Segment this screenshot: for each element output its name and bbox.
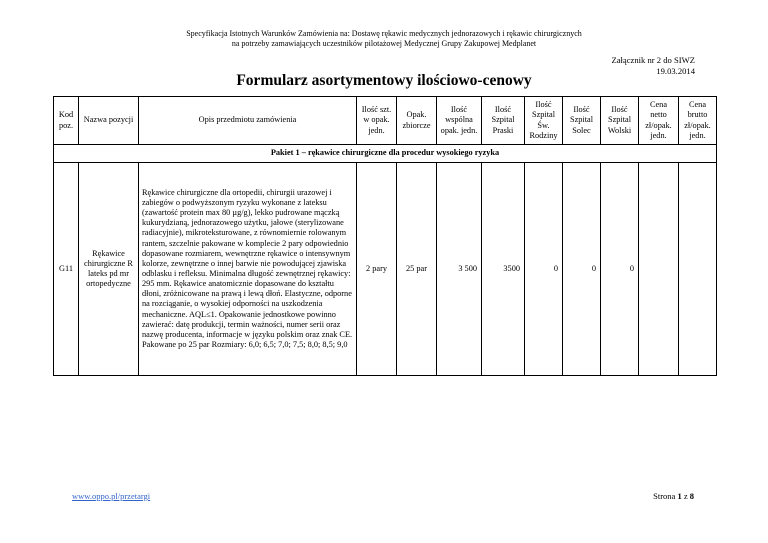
cell-rodziny: 0 (525, 163, 563, 376)
cell-brutto[interactable] (679, 163, 717, 376)
page-prefix: Strona (653, 491, 678, 501)
col-opak: Opak. zbiorcze (397, 97, 437, 145)
col-kod: Kod poz. (54, 97, 79, 145)
col-rodziny: Ilość Szpital Św. Rodziny (525, 97, 563, 145)
cell-praski: 3500 (482, 163, 525, 376)
page-title: Formularz asortymentowy ilościowo-cenowy (236, 72, 532, 89)
cell-wspolna: 3 500 (437, 163, 482, 376)
col-wolski: Ilość Szpital Wolski (601, 97, 639, 145)
document-header (0, 29, 768, 49)
col-brutto: Cena brutto zł/opak. jedn. (679, 97, 717, 145)
annex-date: 19.03.2014 (656, 66, 695, 76)
header-line-1: Specyfikacja Istotnych Warunków Zamówienia na: Dostawę rękawic medycznych jednorazowych i rękawic chirurgicznych (186, 29, 582, 38)
cell-netto[interactable] (639, 163, 679, 376)
annex-label: Załącznik nr 2 do SIWZ (611, 55, 695, 65)
page-mid: z (681, 491, 690, 501)
col-nazwa: Nazwa pozycji (79, 97, 139, 145)
package-title: Pakiet 1 – rękawice chirurgiczne dla procedur wysokiego ryzyka (54, 145, 717, 163)
package-row (54, 145, 717, 163)
col-wspolna: Ilość wspólna opak. jedn. (437, 97, 482, 145)
cell-kod: G11 (54, 163, 79, 376)
table-header-row (54, 97, 717, 145)
col-praski: Ilość Szpital Praski (482, 97, 525, 145)
header-line-2: na potrzeby zamawiających uczestników pilotażowej Medycznej Grupy Zakupowej Medplanet (231, 39, 537, 48)
col-opis: Opis przedmiotu zamówienia (139, 97, 357, 145)
cell-opak: 25 par (397, 163, 437, 376)
footer-link[interactable]: www.oppo.pl/przetargi (72, 491, 151, 501)
col-netto: Cena netto zł/opak. jedn. (639, 97, 679, 145)
cell-opis: Rękawice chirurgiczne dla ortopedii, chirurgii urazowej i zabiegów o podwyższonym ryzyku wykonane z lateksu (zawartość protein max 80 µg/g), lekko pudrowane mączką kukurydzianą, jednorazowego użytku, jałowe (sterylizowane radiacyjnie), mikroteksturowane, z równomiernie rolowanym rantem, szczelnie pakowane w komplecie 2 pary odpowiednio dopasowane rozmiarem, wewnętrzne rękawice o intensywnym kolorze, zewnętrzne o innej barwie nie powodującej zjawiska odblasku i refleksu. Minimalna długość zewnętrznej rękawicy: 295 mm. Rękawice anatomicznie dopasowane do kształtu dłoni, zróżnicowane na prawą i lewą dłoń. Elastyczne, odporne na rozciąganie, o wysokiej odporności na uszkodzenia mechaniczne. AQL≤1. Opakowanie jednostkowe powinno zawierać: datę produkcji, termin ważności, numer serii oraz nazwę producenta, informacje w języku polskim oraz znak CE. Pakowane po 25 par Rozmiary: 6,0; 6,5; 7,0; 7,5; 8,0; 8,5; 9,0 (139, 163, 357, 376)
cell-wolski: 0 (601, 163, 639, 376)
cell-solec: 0 (563, 163, 601, 376)
col-solec: Ilość Szpital Solec (563, 97, 601, 145)
page-number (653, 491, 694, 501)
page-current: 1 (677, 491, 682, 501)
col-ilosc-szt: Ilość szt. w opak. jedn. (357, 97, 397, 145)
cell-nazwa: Rękawice chirurgiczne R lateks pd mr ortopedyczne (79, 163, 139, 376)
table-row (54, 163, 717, 376)
cell-ilosc-szt: 2 pary (357, 163, 397, 376)
assortment-table (53, 96, 717, 376)
page-total: 8 (689, 491, 694, 501)
